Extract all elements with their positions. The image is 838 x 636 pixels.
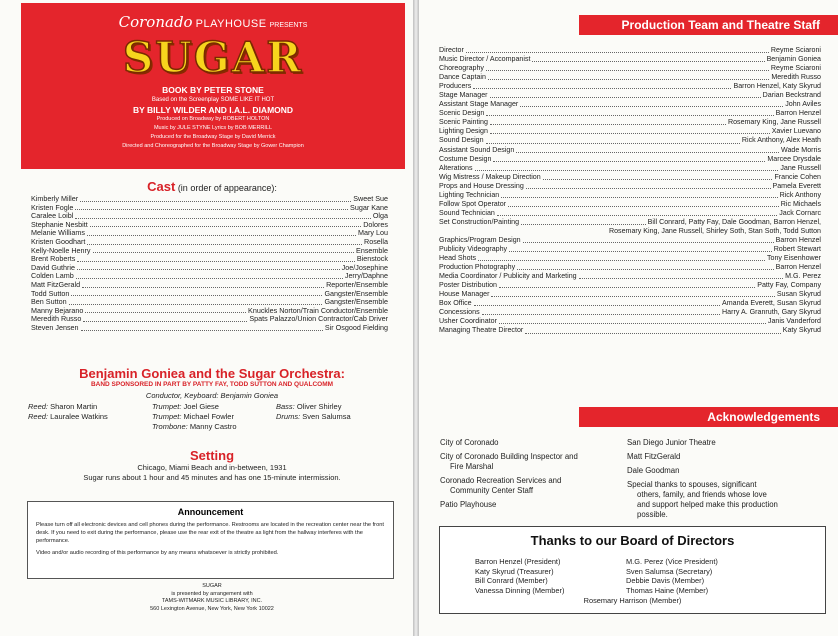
broadway-producer-credit: Produced on Broadway by ROBERT HOLTON (156, 116, 270, 122)
dot-leader (493, 160, 765, 162)
row-label: Lighting Design (439, 127, 488, 136)
staff-list (439, 46, 821, 336)
row-label: Usher Coordinator (439, 317, 497, 326)
cast-row (31, 255, 388, 264)
staff-row (439, 245, 821, 254)
staff-row (439, 281, 821, 290)
row-value: Harry A. Granruth, Gary Skyrud (722, 308, 821, 317)
board-member: Sven Salumsa (Secretary) (626, 566, 713, 576)
musician-name: Sharon Martin (50, 402, 98, 411)
dot-leader (520, 105, 783, 107)
cast-heading (20, 179, 404, 194)
staff-row (439, 46, 821, 55)
dot-leader (543, 178, 773, 180)
dot-leader (499, 286, 755, 288)
instrument-label: Trumpet: (152, 411, 182, 421)
dot-leader (509, 250, 772, 252)
dot-leader (466, 51, 769, 53)
acknowledgement-line: Coronado Recreation Services and (440, 476, 562, 485)
setting-location: Chicago, Miami Beach and in-between, 1931 (137, 463, 287, 472)
acknowledgement-line: Community Center Staff (450, 486, 534, 495)
dot-leader (473, 87, 731, 89)
dot-leader (532, 60, 764, 62)
dot-leader (90, 225, 361, 227)
row-label: Follow Spot Operator (439, 199, 507, 208)
board-left-column (475, 557, 564, 595)
row-label: Scenic Design (439, 109, 485, 118)
rights-line-2: is presented by arrangement with (171, 590, 253, 597)
row-value: Jack Cornarc (779, 208, 821, 217)
setting-text (20, 463, 404, 483)
row-label: Kristen Fogle (31, 202, 74, 212)
row-label: Lighting Technician (439, 190, 500, 199)
dot-leader (81, 329, 323, 331)
row-label: Production Photography (439, 263, 516, 272)
row-label: Manny Bejarano (31, 305, 84, 315)
cast-list (31, 195, 388, 333)
stage-producer-credit: Produced for the Broadway Stage by David Merrick (150, 134, 276, 140)
dot-leader (517, 268, 774, 270)
credits-block (21, 85, 405, 151)
staff-row (439, 155, 821, 164)
row-label: Wig Mistress / Makeup Direction (439, 172, 541, 181)
company-name: Coronado (118, 13, 193, 31)
presenter-line (21, 13, 405, 31)
row-value: Barron Henzel (775, 235, 821, 244)
row-label: Todd Sutton (31, 288, 70, 298)
row-value: Xavier Luevano (771, 127, 821, 136)
orchestra-member (152, 402, 237, 412)
orchestra-column-3 (276, 402, 351, 422)
row-label: Head Shots (439, 254, 477, 263)
orchestra-column-2 (152, 402, 237, 431)
row-value: Meredith Russo (771, 73, 821, 82)
dot-leader (526, 187, 771, 189)
row-value: Bienstock (356, 254, 388, 264)
acknowledgement-line: Fire Marshal (450, 462, 494, 471)
row-value: Tony Eisenhower (766, 254, 821, 263)
row-value: Mary Lou (358, 228, 388, 238)
board-member: Barron Henzel (President) (475, 557, 561, 566)
row-label: Stephanie Nesbitt (31, 219, 88, 229)
staff-row (439, 173, 821, 182)
dot-leader (508, 205, 779, 207)
row-label: Brent Roberts (31, 254, 76, 264)
staff-row (439, 254, 821, 263)
acknowledgement-line: possible. (637, 510, 668, 519)
staff-row (439, 127, 821, 136)
staff-row (439, 317, 821, 326)
dot-leader (488, 78, 769, 80)
orchestra-member (28, 402, 108, 412)
row-label: Ben Sutton (31, 297, 67, 307)
orchestra-member (152, 412, 237, 422)
dot-leader (491, 295, 774, 297)
acknowledgement-line: City of Coronado (440, 438, 499, 447)
row-value: Sweet Sue (353, 194, 388, 203)
acknowledgement-item (627, 452, 827, 462)
row-label: Director (439, 46, 464, 54)
dot-leader (69, 303, 323, 305)
dot-leader (499, 322, 766, 324)
row-label: Box Office (439, 299, 472, 308)
row-value: Reyme Sciaroni (770, 64, 821, 73)
dot-leader (475, 169, 779, 171)
rights-notice (20, 583, 404, 613)
run-time: Sugar runs about 1 hour and 45 minutes and has one 15-minute intermission. (83, 473, 341, 482)
musician-name: Lauralee Watkins (50, 411, 108, 421)
row-label: Sound Design (439, 136, 484, 145)
orchestra-member (28, 412, 108, 422)
presents-label: PRESENTS (269, 22, 308, 29)
staff-row (439, 209, 821, 218)
dot-leader (482, 313, 720, 315)
row-label: Sound Technician (439, 208, 495, 217)
staff-row (439, 118, 821, 127)
set-construction-line-2: Rosemary King, Jane Russell, Shirley Soth, Stan Soth, Todd Sutton (608, 226, 821, 235)
playhouse-name: PLAYHOUSE (195, 18, 267, 30)
row-value: Marcee Drysdale (767, 154, 821, 163)
conductor-line: Conductor, Keyboard: Benjamin Goniea (145, 391, 279, 400)
dot-leader (77, 260, 354, 262)
staff-row-set-construction (439, 218, 821, 236)
board-title: Thanks to our Board of Directors (530, 533, 735, 548)
staff-row (439, 290, 821, 299)
staff-row (439, 236, 821, 245)
row-label: Kelly-Noelle Henry (31, 245, 91, 255)
cast-row (31, 264, 388, 273)
acknowledgement-line: San Diego Junior Theatre (627, 438, 716, 447)
row-value: Ric Michaels (780, 199, 821, 208)
dot-leader (516, 151, 779, 153)
row-label: Set Construction/Painting (439, 217, 520, 226)
staff-row (439, 263, 821, 272)
row-value: Amanda Everett, Susan Skyrud (722, 299, 821, 308)
instrument-label: Trumpet: (152, 402, 182, 411)
row-label: Scenic Painting (439, 118, 488, 127)
row-value: Sugar Kane (350, 202, 388, 212)
cast-subtitle: (in order of appearance): (175, 183, 277, 193)
row-label: Kristen Goodhart (31, 236, 86, 246)
dot-leader (501, 196, 777, 198)
row-label: Concessions (439, 308, 480, 317)
row-value: Janis Vanderford (767, 317, 821, 326)
row-value: Jane Russell (780, 163, 821, 172)
book-credit: BOOK BY PETER STONE (162, 85, 264, 95)
announcement-title: Announcement (177, 507, 244, 517)
acknowledgement-line: Patio Playhouse (440, 500, 497, 509)
acknowledgement-line: Dale Goodman (627, 466, 680, 475)
orchestra-member (152, 422, 237, 432)
dot-leader (497, 214, 777, 216)
row-value: Jerry/Daphne (344, 271, 388, 281)
row-value: Spats Palazzo/Union Contractor/Cab Driver (249, 314, 388, 324)
row-value: Gangster/Ensemble (324, 297, 388, 307)
dot-leader (486, 114, 773, 116)
dot-leader (486, 69, 769, 71)
row-value: Darian Beckstrand (762, 91, 821, 100)
staff-row (439, 64, 821, 73)
row-value: Gangster/Ensemble (324, 288, 388, 298)
row-label: Matt FitzGerald (31, 279, 81, 289)
row-value: Patty Fay, Company (757, 281, 821, 290)
cast-title: Cast (147, 179, 176, 194)
row-value: Sir Osgood Fielding (324, 322, 388, 332)
acknowledgement-item (627, 466, 827, 476)
screenplay-credit: BY BILLY WILDER AND I.A.L. DIAMOND (132, 105, 294, 115)
cast-row (31, 324, 388, 333)
row-label: Kimberly Miller (31, 194, 79, 203)
row-label: Graphics/Program Design (439, 235, 521, 244)
orchestra-member (276, 412, 351, 422)
cast-row (31, 247, 388, 256)
row-value: Ensemble (356, 245, 388, 255)
program-right-page (419, 0, 838, 636)
staff-row (439, 55, 821, 64)
orchestra-column-1 (28, 402, 108, 422)
staff-row (439, 200, 821, 209)
row-label: David Guthrie (31, 262, 75, 272)
board-member: Vanessa Dinning (Member) (475, 585, 565, 595)
dot-leader (85, 311, 246, 313)
row-label: Dance Captain (439, 73, 486, 82)
row-label: Managing Theatre Director (439, 326, 524, 335)
acknowledgement-item (440, 500, 630, 510)
acknowledgements-heading: Acknowledgements (579, 407, 838, 427)
row-value: Barron Henzel (775, 109, 821, 118)
acknowledgement-item (440, 476, 630, 496)
musician-name: Michael Fowler (183, 411, 234, 421)
row-label: Colden Lamb (31, 271, 74, 281)
row-label: Alterations (439, 163, 473, 172)
based-on-credit: Based on the Screenplay SOME LIKE IT HOT (151, 97, 275, 103)
announcement-box (27, 501, 394, 579)
staff-row (439, 191, 821, 200)
row-value: Barron Henzel (775, 263, 821, 272)
cast-row (31, 195, 388, 204)
dot-leader (474, 304, 720, 306)
director-credit: Directed and Choreographed for the Broadway Stage by Gower Champion (122, 143, 304, 149)
row-label: Producers (439, 82, 472, 91)
rights-line-3: TAMS-WITMARK MUSIC LIBRARY, INC. (161, 598, 263, 604)
show-logo: SUGAR (122, 33, 304, 82)
staff-heading: Production Team and Theatre Staff (579, 15, 838, 35)
music-lyrics-credit: Music by JULE STYNE Lyrics by BOB MERRILL (153, 125, 273, 131)
row-value: Olga (372, 211, 388, 221)
row-value: Reporter/Ensemble (326, 279, 388, 289)
row-value: Knuckles Norton/Train Conductor/Ensemble (248, 305, 388, 315)
staff-row (439, 182, 821, 191)
dot-leader (525, 332, 781, 334)
instrument-label: Bass: (276, 402, 295, 411)
acknowledgements-right (627, 438, 827, 524)
cast-row (31, 204, 388, 213)
row-value: Rosemary King, Jane Russell (727, 118, 821, 127)
musician-name: Oliver Shirley (296, 402, 342, 411)
program-left-page (0, 0, 413, 636)
dot-leader (87, 243, 362, 245)
instrument-label: Reed: (28, 402, 49, 411)
dot-leader (478, 259, 765, 261)
row-value: Barron Henzel, Katy Skyrud (733, 82, 821, 91)
dot-leader (521, 223, 646, 225)
row-value: Joe/Josephine (341, 262, 388, 272)
staff-row (439, 82, 821, 91)
staff-row (439, 73, 821, 82)
row-value: Rick Anthony (779, 190, 821, 199)
acknowledgement-item (440, 438, 630, 448)
rights-address: 560 Lexington Avenue, New York, New York 10022 (150, 605, 274, 612)
row-label: Steven Jensen (31, 322, 79, 332)
acknowledgement-line: Matt FitzGerald (627, 452, 681, 461)
acknowledgements-left (440, 438, 630, 514)
musician-name: Joel Giese (183, 402, 219, 411)
row-label: Caralee Loibl (31, 211, 74, 221)
row-label: Stage Manager (439, 91, 488, 100)
board-right-column (626, 557, 718, 595)
show-banner (21, 3, 405, 169)
dot-leader (87, 234, 356, 236)
rights-title: SUGAR (202, 583, 222, 589)
staff-row (439, 109, 821, 118)
announcement-text (28, 517, 393, 557)
dot-leader (75, 208, 348, 210)
band-sponsor-line: BAND SPONSORED IN PART BY PATTY FAY, TODD SUTTON AND QUALCOMM (90, 381, 334, 388)
announcement-paragraph-1: Please turn off all electronic devices and cell phones during the performance. Restrooms are located in the recreation center near the front desk. If you need to exit during the performance, please use the rear exit of the theatre as light from the hallway interferes with the performance. (36, 522, 384, 544)
acknowledgement-item (627, 438, 827, 448)
row-value: John Aviles (785, 100, 821, 109)
acknowledgement-line: Special thanks to spouses, significant (627, 480, 757, 489)
staff-row (439, 272, 821, 281)
set-construction-line-1 (439, 218, 821, 227)
setting-heading: Setting (189, 448, 235, 463)
board-box (439, 526, 826, 614)
acknowledgement-line: City of Coronado Building Inspector and (440, 452, 578, 461)
row-value: Susan Skyrud (776, 290, 821, 299)
row-value: Rosella (364, 236, 388, 246)
dot-leader (71, 294, 322, 296)
staff-row (439, 91, 821, 100)
row-label: Poster Distribution (439, 281, 497, 290)
row-label: Assistant Sound Design (439, 145, 515, 154)
dot-leader (523, 241, 774, 243)
row-value: Benjamin Goniea (766, 55, 821, 64)
dot-leader (93, 251, 355, 253)
board-member: M.G. Perez (Vice President) (626, 557, 718, 566)
dot-leader (579, 277, 784, 279)
acknowledgement-item (440, 452, 630, 472)
dot-leader (75, 217, 370, 219)
row-value: Robert Stewart (773, 245, 821, 254)
musician-name: Manny Castro (189, 421, 237, 431)
board-member: Debbie Davis (Member) (626, 576, 705, 586)
orchestra-heading: Benjamin Goniea and the Sugar Orchestra: (79, 366, 345, 381)
dot-leader (490, 132, 770, 134)
row-label: Choreography (439, 64, 484, 73)
row-value: Francie Cohen (774, 172, 821, 181)
dot-leader (76, 277, 343, 279)
row-label: Costume Design (439, 154, 492, 163)
row-label: Meredith Russo (31, 314, 82, 324)
dot-leader (77, 268, 340, 270)
row-value: Pamela Everett (772, 181, 821, 190)
staff-row (439, 100, 821, 109)
row-label: Props and House Dressing (439, 181, 524, 190)
row-value: M.G. Perez (785, 272, 821, 281)
row-value: Wade Morris (781, 145, 821, 154)
row-value: Bill Conrard, Patty Fay, Dale Goodman, Barron Henzel, (647, 217, 821, 226)
acknowledgement-item (627, 480, 827, 520)
staff-row (439, 146, 821, 155)
dot-leader (486, 142, 740, 144)
row-label: Assistant Stage Manager (439, 100, 519, 109)
announcement-paragraph-2: Video and/or audio recording of this performance by any means whatsoever is strictly prohibited. (36, 550, 279, 556)
dot-leader (490, 123, 726, 125)
musician-name: Sven Salumsa (302, 411, 351, 421)
instrument-label: Drums: (276, 411, 301, 421)
staff-row (439, 326, 821, 335)
row-label: Publicity Videography (439, 245, 508, 254)
dot-leader (83, 320, 247, 322)
row-value: Reyme Sciaroni (770, 46, 821, 54)
row-label: Music Director / Accompanist (439, 55, 531, 64)
acknowledgement-line: others, family, and friends whose love (637, 490, 767, 499)
board-member: Katy Skyrud (Treasurer) (475, 566, 554, 576)
dot-leader (80, 200, 351, 202)
staff-row (439, 299, 821, 308)
orchestra-member (276, 402, 351, 412)
row-value: Dolores (363, 219, 388, 229)
instrument-label: Trombone: (152, 421, 188, 431)
board-member: Thomas Haine (Member) (626, 585, 709, 595)
board-last-member: Rosemary Harrison (Member) (583, 596, 682, 605)
board-member: Bill Conrard (Member) (475, 576, 548, 586)
acknowledgement-line: and support helped make this production (637, 500, 778, 509)
instrument-label: Reed: (28, 411, 49, 421)
staff-row (439, 164, 821, 173)
row-value: Rick Anthony, Alex Heath (741, 136, 821, 145)
staff-row (439, 308, 821, 317)
dot-leader (490, 96, 761, 98)
dot-leader (82, 286, 324, 288)
row-label: Melanie Williams (31, 228, 85, 238)
row-label: House Manager (439, 290, 490, 299)
row-value: Katy Skyrud (782, 326, 821, 335)
row-label: Media Coordinator / Publicity and Marketing (439, 272, 577, 281)
staff-row (439, 136, 821, 145)
